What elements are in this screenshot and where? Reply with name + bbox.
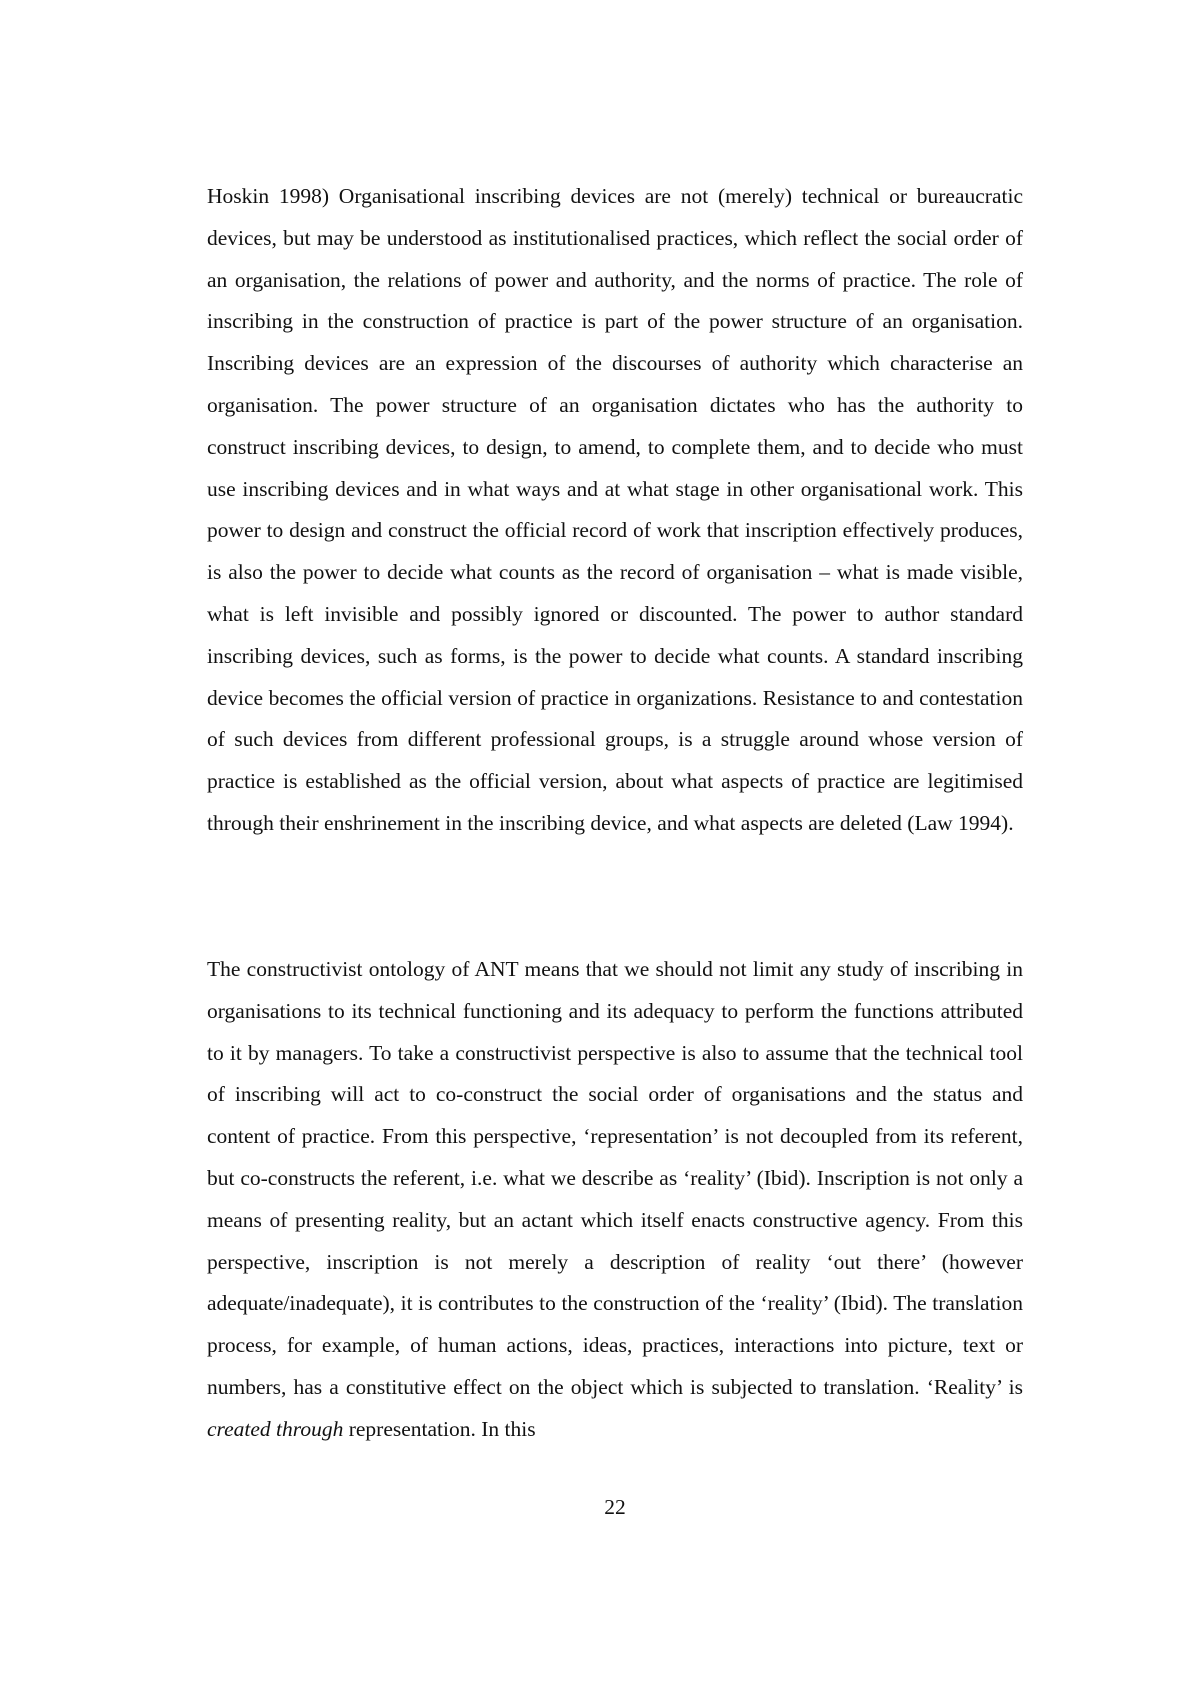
paragraph-text-segment: representation. In this <box>343 1416 536 1441</box>
body-paragraph-2 <box>207 949 1023 1451</box>
page-number: 22 <box>604 1495 626 1519</box>
paragraph-text: Hoskin 1998) Organisational inscribing devices are not (merely) technical or bureaucratic devices, but may be understood as institutionalised practices, which reflect the social order of an organisation, the relations of power and authority, and the norms of practice. The role of inscribing in the construction of practice is part of the power structure of an organisation. Inscribing devices are an expression of the discourses of authority which characterise an organisation. The power structure of an organisation dictates who has the authority to construct inscribing devices, to design, to amend, to complete them, and to decide who must use inscribing devices and in what ways and at what stage in other organisational work. This power to design and construct the official record of work that inscription effectively produces, is also the power to decide what counts as the record of organisation – what is made visible, what is left invisible and possibly ignored or discounted. The power to author standard inscribing devices, such as forms, is the power to decide what counts. A standard inscribing device becomes the official version of practice in organizations. Resistance to and contestation of such devices from different professional groups, is a struggle around whose version of practice is established as the official version, about what aspects of practice are legitimised through their enshrinement in the inscribing device, and what aspects are deleted (Law 1994). <box>207 184 1023 835</box>
body-paragraph-1 <box>207 176 1023 845</box>
paragraph-text <box>207 949 1023 1451</box>
italic-emphasis: created through <box>207 1416 344 1441</box>
paragraph-text-segment: The constructivist ontology of ANT means that we should not limit any study of inscribing in organisations to its technical functioning and its adequacy to perform the functions attributed to it by managers. To take a constructivist perspective is also to assume that the technical tool of inscribing will act to co-construct the social order of organisations and the status and content of practice. From this perspective, ‘representation’ is not decoupled from its referent, but co-constructs the referent, i.e. what we describe as ‘reality’ (Ibid). Inscription is not only a means of presenting reality, but an actant which itself enacts constructive agency. From this perspective, inscription is not merely a description of reality ‘out there’ (however adequate/inadequate), it is contributes to the construction of the ‘reality’ (Ibid). The translation process, for example, of human actions, ideas, practices, interactions into picture, text or numbers, has a constitutive effect on the object which is subjected to translation. ‘Reality’ is <box>207 957 1023 1399</box>
